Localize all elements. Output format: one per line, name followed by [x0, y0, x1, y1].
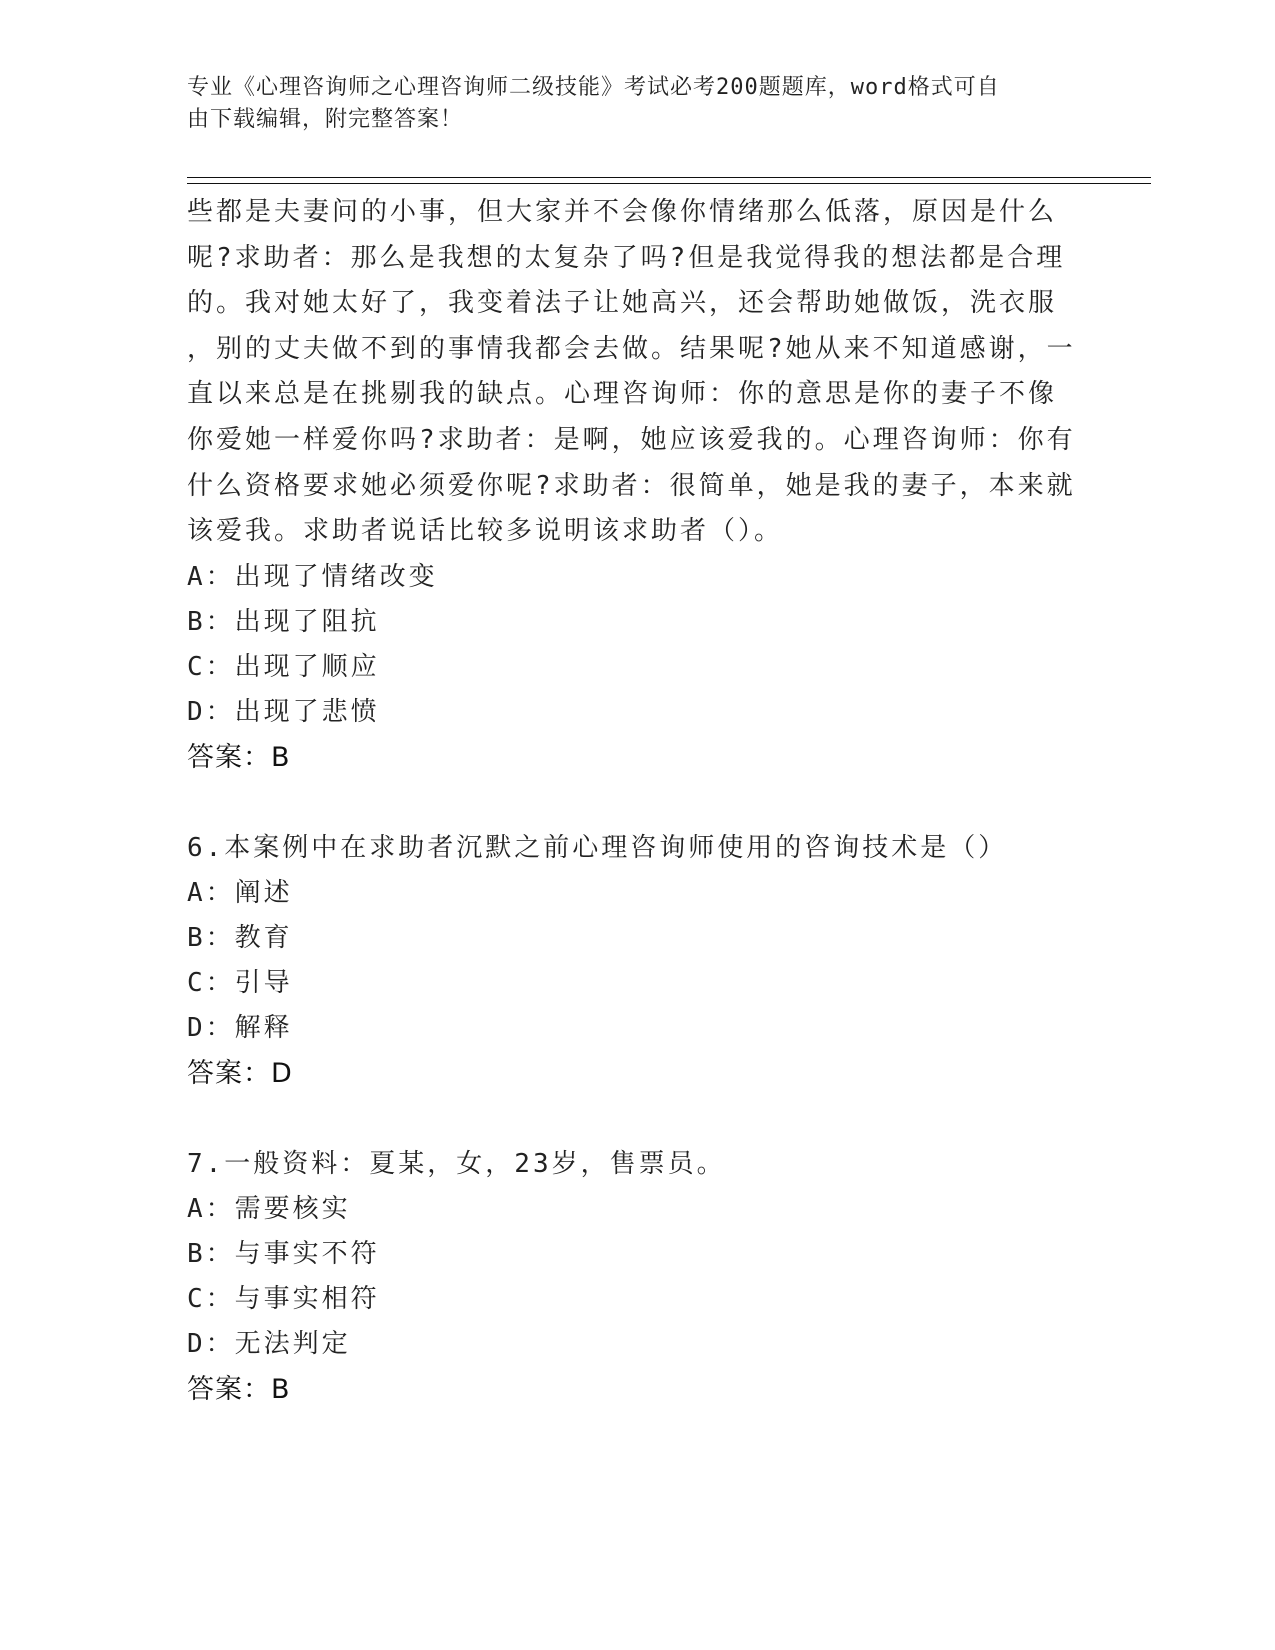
- passage-line: 些都是夫妻问的小事，但大家并不会像你情绪那么低落，原因是什么: [187, 197, 1058, 227]
- passage-line: 的。我对她太好了，我变着法子让她高兴，还会帮助她做饭，洗衣服: [187, 288, 1058, 319]
- option-a: A：阐述: [187, 877, 293, 908]
- page-header: [187, 72, 1087, 136]
- header-line-2: 由下载编辑，附完整答案！: [187, 107, 464, 132]
- question-5-block: [187, 190, 1087, 781]
- passage-line: 呢?求助者：那么是我想的太复杂了吗?但是我觉得我的想法都是合理: [187, 242, 1066, 273]
- passage-line: 你爱她一样爱你吗?求助者：是啊，她应该爱我的。心理咨询师：你有: [187, 424, 1076, 455]
- question-6-block: [187, 826, 1087, 1097]
- question-text: 7.一般资料：夏某，女，23岁，售票员。: [187, 1148, 726, 1179]
- answer: 答案：D: [187, 1057, 293, 1089]
- option-a: A：出现了情绪改变: [187, 561, 438, 592]
- option-a: A：需要核实: [187, 1193, 351, 1224]
- option-c: C：引导: [187, 967, 293, 998]
- passage-line: 直以来总是在挑剔我的缺点。心理咨询师：你的意思是你的妻子不像: [187, 379, 1058, 410]
- answer: 答案：B: [187, 741, 291, 773]
- passage-line: 该爱我。求助者说话比较多说明该求助者（）。: [187, 516, 784, 547]
- option-d: D：出现了悲愤: [187, 696, 380, 727]
- answer: 答案：B: [187, 1373, 291, 1405]
- question-text: 6.本案例中在求助者沉默之前心理咨询师使用的咨询技术是（）: [187, 832, 1008, 863]
- header-rule-top: [187, 177, 1151, 178]
- option-c: C：出现了顺应: [187, 651, 380, 682]
- page-content: [187, 190, 1087, 1413]
- passage-line: ，别的丈夫做不到的事情我都会去做。结果呢?她从来不知道感谢，一: [187, 333, 1076, 364]
- option-d: D：无法判定: [187, 1328, 351, 1359]
- question-7-block: [187, 1142, 1087, 1413]
- option-b: B：与事实不符: [187, 1238, 380, 1269]
- header-rule-bottom: [187, 183, 1151, 184]
- option-b: B：教育: [187, 922, 293, 953]
- header-line-1: 专业《心理咨询师之心理咨询师二级技能》考试必考200题题库，word格式可自: [187, 75, 1000, 100]
- passage-line: 什么资格要求她必须爱你呢?求助者：很简单，她是我的妻子，本来就: [187, 470, 1076, 501]
- option-d: D：解释: [187, 1012, 293, 1043]
- option-c: C：与事实相符: [187, 1283, 380, 1314]
- option-b: B：出现了阻抗: [187, 606, 380, 637]
